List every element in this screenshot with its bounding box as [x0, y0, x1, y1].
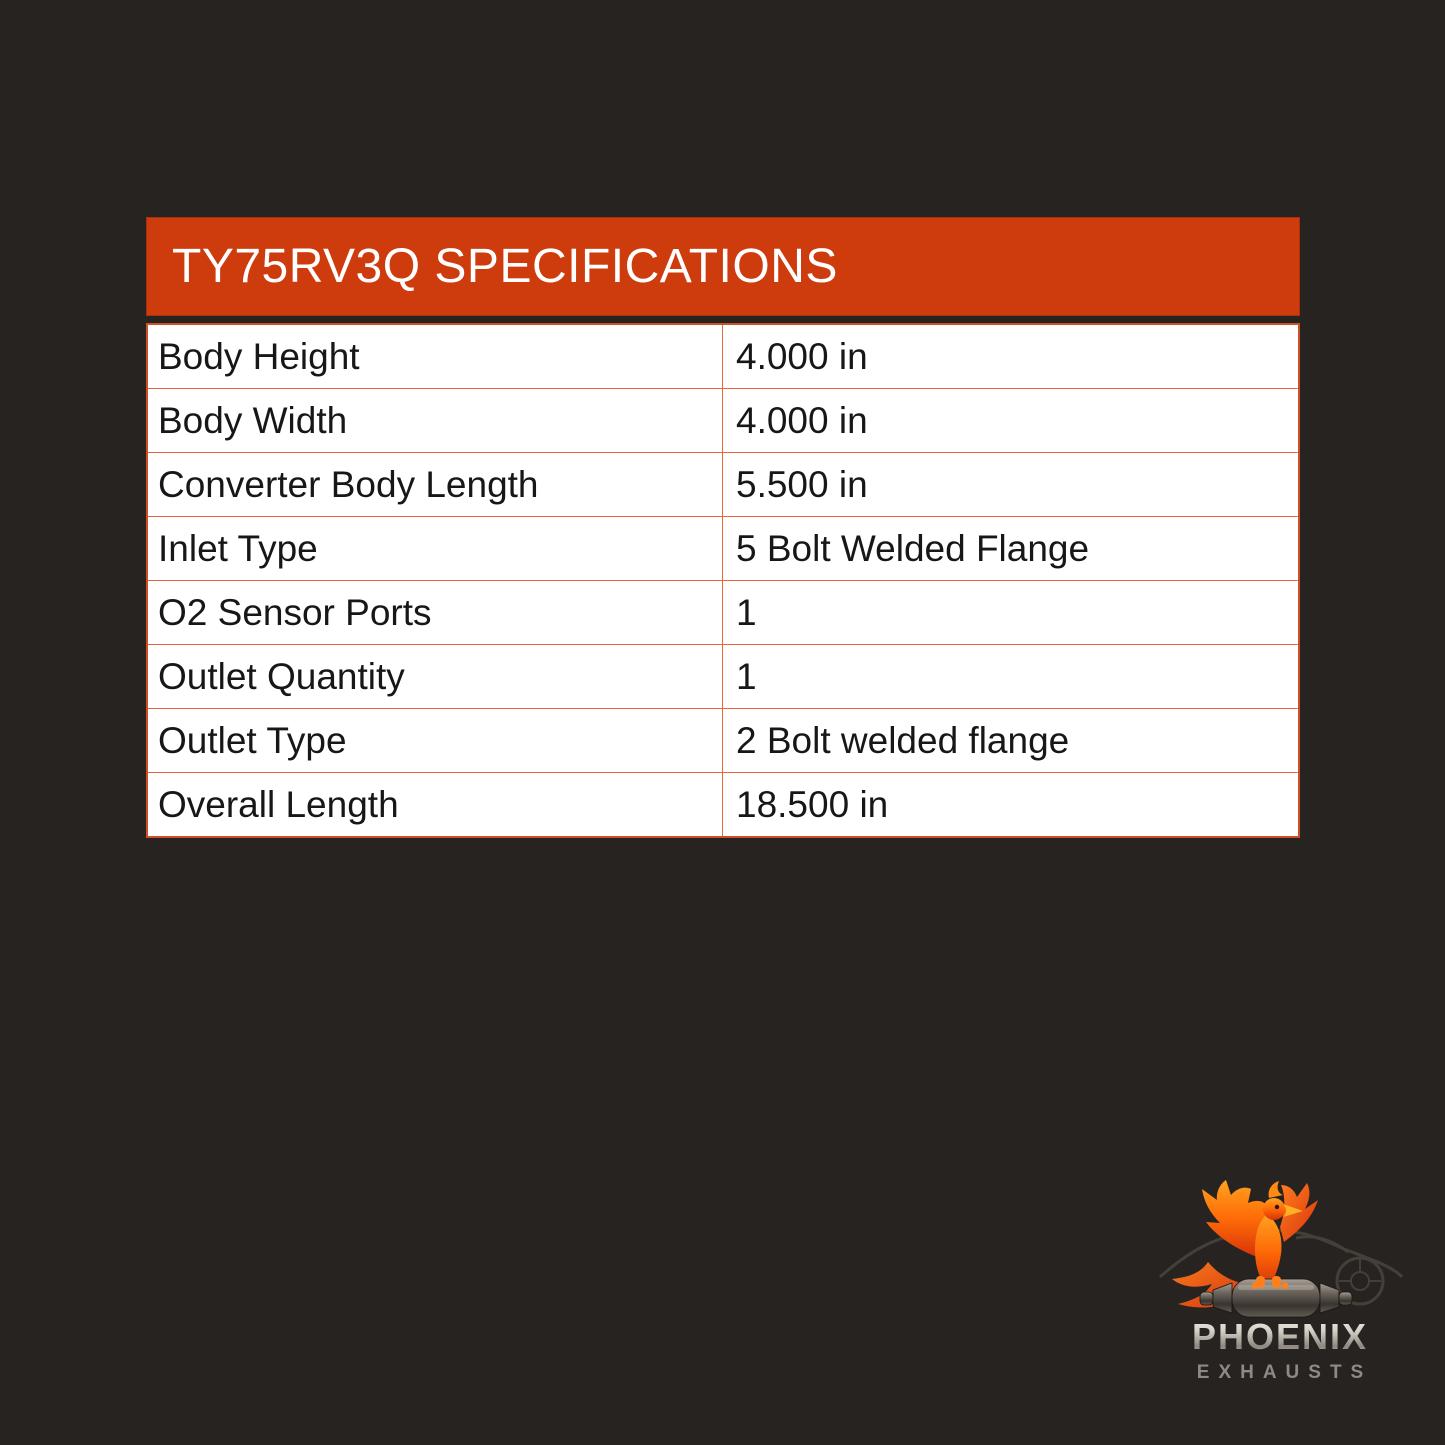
table-row — [148, 452, 1298, 516]
spec-label: Outlet Type — [148, 709, 723, 772]
phoenix-eye — [1275, 1205, 1279, 1209]
spec-value: 4.000 in — [736, 335, 868, 377]
spec-value: 5.500 in — [736, 463, 868, 505]
spec-label: Body Height — [148, 325, 723, 388]
brand-name: PHOENIX — [1146, 1316, 1414, 1358]
phoenix-crest — [1269, 1181, 1283, 1198]
spec-value: 4.000 in — [736, 399, 868, 441]
spec-value: 2 Bolt welded flange — [736, 719, 1070, 761]
spec-header-bar — [146, 217, 1300, 316]
spec-table — [146, 323, 1300, 838]
spec-label: Body Width — [148, 389, 723, 452]
spec-card — [146, 217, 1300, 838]
brand-subtitle: EXHAUSTS — [1196, 1362, 1373, 1383]
spec-value: 5 Bolt Welded Flange — [736, 527, 1090, 569]
spec-label: Overall Length — [148, 773, 723, 836]
spec-value: 1 — [736, 655, 757, 697]
phoenix-catalytic-converter-logo-icon — [1146, 1180, 1414, 1320]
spec-value: 1 — [736, 591, 757, 633]
table-row — [148, 325, 1298, 388]
spec-label: Inlet Type — [148, 517, 723, 580]
phoenix-head — [1263, 1198, 1285, 1220]
table-row — [148, 388, 1298, 452]
spec-value: 18.500 in — [736, 783, 889, 825]
brand-logo — [1146, 1180, 1414, 1384]
spec-title: TY75RV3Q SPECIFICATIONS — [172, 240, 838, 293]
table-row — [148, 708, 1298, 772]
table-row — [148, 580, 1298, 644]
spec-label: Converter Body Length — [148, 453, 723, 516]
table-row — [148, 644, 1298, 708]
table-row — [148, 516, 1298, 580]
table-row — [148, 772, 1298, 836]
spec-label: O2 Sensor Ports — [148, 581, 723, 644]
spec-label: Outlet Quantity — [148, 645, 723, 708]
